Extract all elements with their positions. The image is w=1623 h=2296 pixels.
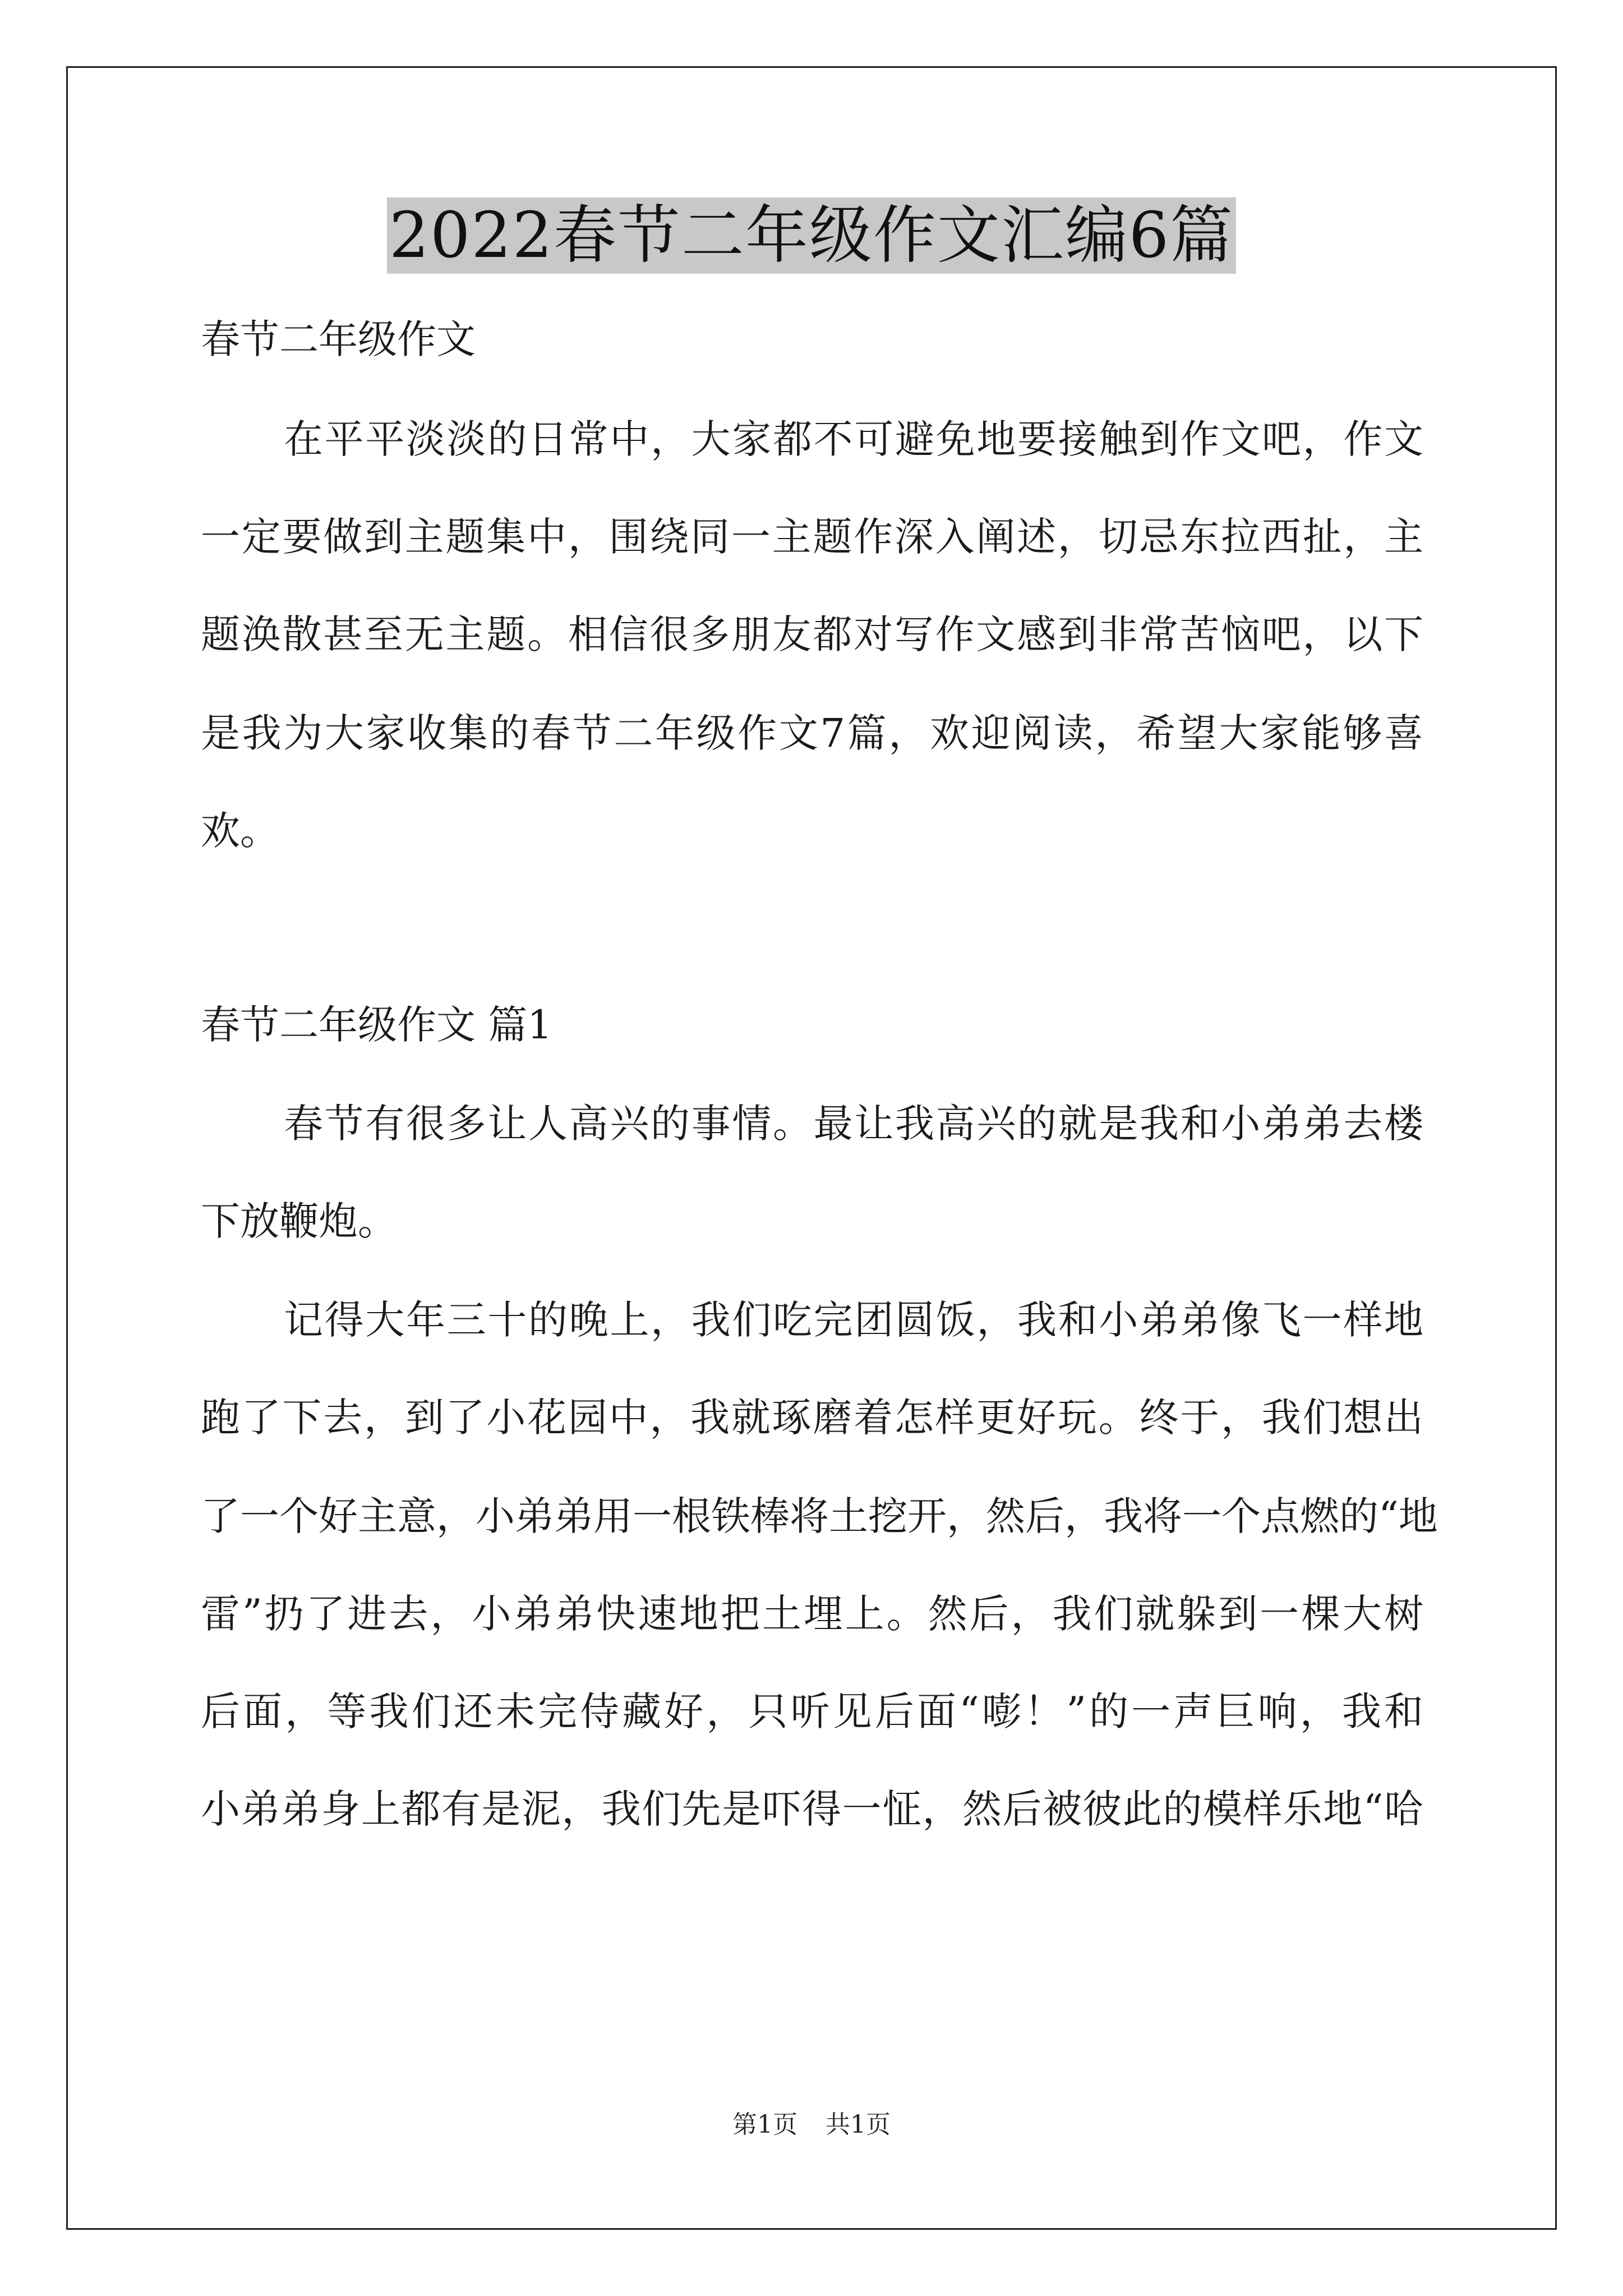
paragraph-line: 跑了下去，到了小花园中，我就琢磨着怎样更好玩。终于，我们想出 <box>201 1395 1423 1441</box>
page-total: 共1页 <box>826 2110 891 2139</box>
title-area <box>0 197 1623 274</box>
section-heading: 春节二年级作文 <box>201 316 476 362</box>
paragraph-line: 在平平淡淡的日常中，大家都不可避免地要接触到作文吧，作文 <box>284 416 1423 462</box>
paragraph-line: 记得大年三十的晚上，我们吃完团圆饭，我和小弟弟像飞一样地 <box>284 1297 1423 1343</box>
paragraph-line: 春节有很多让人高兴的事情。最让我高兴的就是我和小弟弟去楼 <box>284 1101 1423 1147</box>
paragraph-line: 小弟弟身上都有是泥，我们先是吓得一怔，然后被彼此的模样乐地“哈 <box>201 1786 1423 1832</box>
paragraph-line: 欢。 <box>201 808 279 854</box>
page-footer <box>0 2109 1623 2141</box>
paragraph-line: 后面，等我们还未完侍藏好，只听见后面“嘭！”的一声巨响，我和 <box>201 1688 1423 1734</box>
paragraph-line: 了一个好主意，小弟弟用一根铁棒将土挖开，然后，我将一个点燃的“地 <box>201 1493 1438 1539</box>
paragraph-line: 一定要做到主题集中，围绕同一主题作深入阐述，切忌东拉西扯，主 <box>201 514 1423 560</box>
paragraph-line: 下放鞭炮。 <box>201 1198 397 1244</box>
paragraph-line: 雷”扔了进去，小弟弟快速地把土埋上。然后，我们就躲到一棵大树 <box>201 1591 1423 1637</box>
document-title: 2022春节二年级作文汇编6篇 <box>387 197 1236 274</box>
page-number: 第1页 <box>732 2110 797 2139</box>
paragraph-line: 是我为大家收集的春节二年级作文7篇，欢迎阅读，希望大家能够喜 <box>201 710 1423 756</box>
section-heading: 春节二年级作文 篇1 <box>201 1002 552 1048</box>
paragraph-line: 题涣散甚至无主题。相信很多朋友都对写作文感到非常苦恼吧，以下 <box>201 611 1423 657</box>
